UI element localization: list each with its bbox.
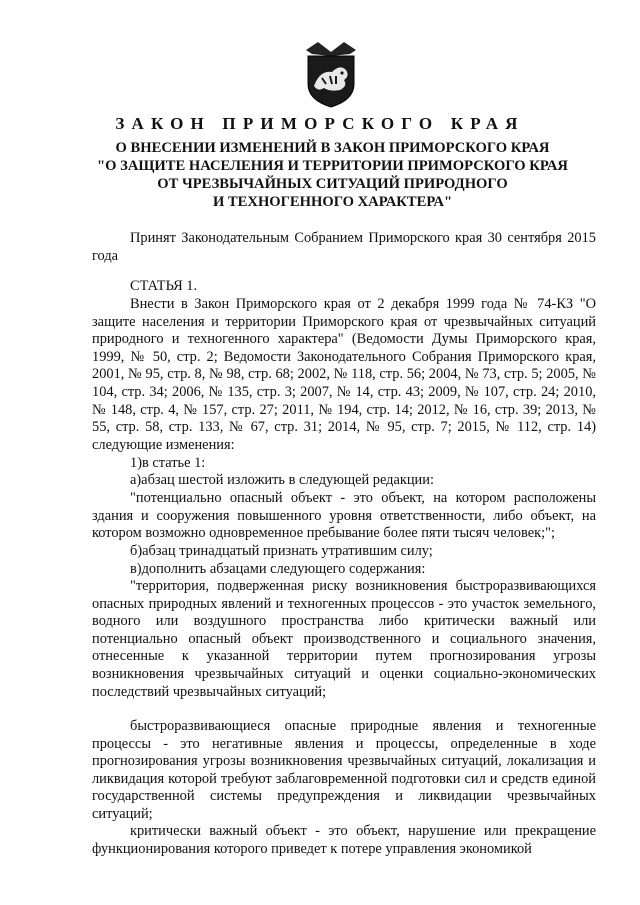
item-v: в)дополнить абзацами следующего содержания:	[130, 561, 426, 577]
article-heading: СТАТЬЯ 1.	[130, 278, 198, 294]
subtitle-line: "О ЗАЩИТЕ НАСЕЛЕНИЯ И ТЕРРИТОРИИ ПРИМОРСКОГО КРАЯ	[97, 158, 568, 174]
law-subtitle	[60, 139, 605, 211]
quote-v3: критически важный объект - это объект, нарушение или прекращение функционирования которого приведет к потере управления экономикой	[92, 823, 596, 857]
quote-a: "потенциально опасный объект - это объект, на котором расположены здания и сооружения повышенного уровня ответственности, либо объект, на котором возможно одновременное пребывание более пяти тысяч человек;";	[92, 490, 596, 542]
item-a: а)абзац шестой изложить в следующей редакции:	[130, 472, 434, 488]
item-1: 1)в статье 1:	[130, 455, 206, 471]
item-b: б)абзац тринадцатый признать утратившим силу;	[130, 543, 433, 559]
quote-v2: быстроразвивающиеся опасные природные явления и техногенные процессы - это негативные явления и процессы, определенные в ходе прогнозирования угрозы возникновения чрезвычайных ситуаций, локализация и ликвидация которой требуют заблаговременной подготовки сил и средств единой государственной системы предупреждения и ликвидации чрезвычайных ситуаций;	[92, 718, 596, 822]
law-title: ЗАКОН ПРИМОРСКОГО КРАЯ	[115, 114, 525, 133]
adoption-note: Принят Законодательным Собранием Приморского края 30 сентября 2015 года	[92, 230, 596, 264]
subtitle-line: ОТ ЧРЕЗВЫЧАЙНЫХ СИТУАЦИЙ ПРИРОДНОГО	[157, 176, 508, 192]
intro-paragraph: Внести в Закон Приморского края от 2 декабря 1999 года № 74-КЗ "О защите населения и территории Приморского края от чрезвычайных ситуаций природного и техногенного характера" (Ведомости Думы Приморского края, 1999, № 50, стр. 2; Ведомости Законодательного Собрания Приморского края, 2001, № 95, стр. 8, № 98, стр. 68; 2002, № 118, стр. 56; 2004, № 73, стр. 5; 2005, № 104, стр. 34; 2006, № 135, стр. 3; 2007, № 14, стр. 43; 2009, № 107, стр. 24; 2010, № 148, стр. 4, № 157, стр. 27; 2011, № 194, стр. 14; 2012, № 16, стр. 39; 2013, № 55, стр. 58, стр. 133, № 67, стр. 31; 2014, № 95, стр. 7; 2015, № 112, стр. 14) следующие изменения:	[92, 296, 596, 453]
quote-v1: "территория, подверженная риску возникновения быстроразвивающихся опасных природных явлений и техногенных процессов - это участок земельного, водного или воздушного пространства либо критически важный или потенциально опасный объект производственного и социального значения, отнесенные к указанной территории путем прогнозирования угрозы возникновения чрезвычайных ситуаций и оценки социально-экономических последствий чрезвычайных ситуаций;	[92, 578, 596, 700]
subtitle-line: О ВНЕСЕНИИ ИЗМЕНЕНИЙ В ЗАКОН ПРИМОРСКОГО КРАЯ	[115, 140, 550, 156]
coat-of-arms-icon	[300, 40, 362, 108]
subtitle-line: И ТЕХНОГЕННОГО ХАРАКТЕРА"	[212, 194, 453, 210]
